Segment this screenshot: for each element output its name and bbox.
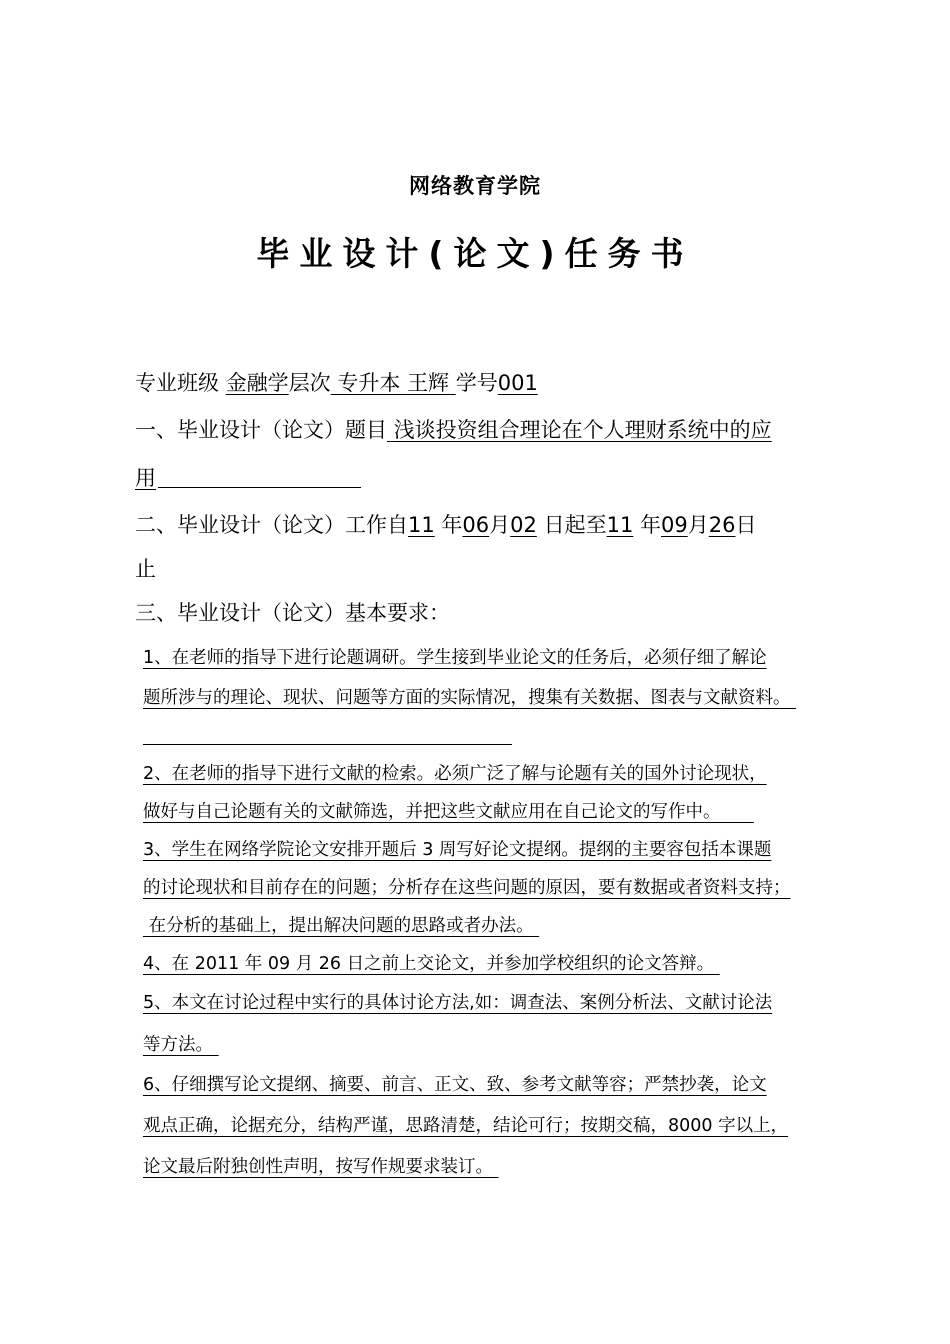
topic-value-line1: 浅谈投资组合理论在个人理财系统中的应 — [393, 418, 772, 442]
requirements-heading: 三、毕业设计（论文）基本要求： — [135, 601, 450, 625]
requirement-text: 的讨论现状和目前存在的问题；分析存在这些问题的原因，要有数据或者资料支持； — [143, 878, 791, 898]
topic-label: 一、毕业设计（论文）题目 — [135, 418, 387, 442]
topic-line — [135, 416, 772, 444]
requirement-text: 3、学生在网络学院论文安排开题后 3 周写好论文提纲。提纲的主要容包括本课题 — [143, 840, 772, 860]
requirement-text: 做好与自己论题有关的文献筛选，并把这些文献应用在自己论文的写作中。 — [143, 802, 721, 822]
requirement-text: 5、本文在讨论过程中实行的具体讨论方法,如：调查法、案例分析法、文献讨论法 — [143, 993, 773, 1013]
requirement-6-line-3 — [143, 1155, 499, 1179]
student-id-label: 学号 — [455, 371, 498, 395]
requirement-text: 在分析的基础上，提出解决问题的思路或者办法。 — [148, 916, 534, 936]
requirement-4-line-1 — [143, 952, 720, 976]
requirement-text: 观点正确，论据充分，结构严谨，思路清楚，结论可行；按期交稿，8000 字以上， — [143, 1116, 789, 1136]
info-line — [135, 369, 538, 397]
end-year: 11 — [606, 513, 634, 537]
topic-value-line2: 用 — [135, 466, 156, 490]
start-day: 02 — [510, 513, 537, 537]
requirement-6-line-1 — [143, 1073, 767, 1097]
level-value: 专升本 — [337, 371, 401, 395]
day-char: 日 — [735, 513, 757, 537]
requirement-text: 4、在 2011 年 09 月 26 日之前上交论文，并参加学校组织的论文答辩。 — [143, 954, 715, 974]
major-label: 专业班级 — [135, 371, 219, 395]
level-label: 层次 — [288, 371, 331, 395]
day-to-text: 日起至 — [543, 513, 607, 537]
topic-line-2 — [135, 464, 156, 492]
requirement-text: 2、在老师的指导下进行文献的检索。必须广泛了解与论题有关的国外讨论现状， — [143, 764, 767, 784]
document-title: 毕业设计(论文)任务书 — [256, 234, 694, 273]
student-name: 王辉 — [407, 371, 450, 395]
year-char: 年 — [441, 513, 463, 537]
requirement-2-line-2 — [143, 800, 754, 824]
major-value: 金融学 — [225, 371, 289, 395]
period-line-2 — [135, 555, 156, 583]
start-year: 11 — [408, 513, 435, 537]
requirement-text: 6、仔细撰写论文提纲、摘要、前言、正文、致、参考文献等容；严禁抄袭，论文 — [143, 1075, 767, 1095]
period-end-char: 止 — [135, 557, 156, 581]
year-char-2: 年 — [640, 513, 661, 537]
requirement-1-line-2 — [143, 686, 796, 710]
month-char: 月 — [489, 513, 511, 537]
requirement-3-line-2 — [143, 876, 791, 900]
student-id-value: 001 — [497, 371, 538, 395]
period-label: 二、毕业设计（论文）工作自 — [135, 513, 408, 537]
requirement-6-line-2 — [143, 1114, 788, 1138]
requirement-1-line-1 — [143, 646, 767, 670]
month-char-2: 月 — [687, 513, 709, 537]
requirement-5-line-2 — [143, 1033, 219, 1057]
institution-header: 网络教育学院 — [409, 174, 541, 198]
requirement-text: 题所涉与的理论、现状、问题等方面的实际情况，搜集有关数据、图表与文献资料。 — [143, 688, 791, 708]
topic-underline-rule — [158, 487, 361, 488]
start-month: 06 — [462, 513, 490, 537]
requirement-text: 论文最后附独创性声明，按写作规要求装订。 — [143, 1157, 493, 1177]
requirement-3-line-1 — [143, 838, 771, 862]
requirement-2-line-1 — [143, 762, 767, 786]
requirement-text: 等方法。 — [143, 1035, 213, 1055]
period-line — [135, 511, 756, 539]
requirement-3-line-3 — [143, 914, 539, 938]
requirement-1-blank-rule — [143, 744, 512, 745]
requirement-5-line-1 — [143, 991, 772, 1015]
requirement-text: 1、在老师的指导下进行论题调研。学生接到毕业论文的任务后，必须仔细了解论 — [143, 648, 767, 668]
end-month: 09 — [661, 513, 688, 537]
end-day: 26 — [708, 513, 736, 537]
